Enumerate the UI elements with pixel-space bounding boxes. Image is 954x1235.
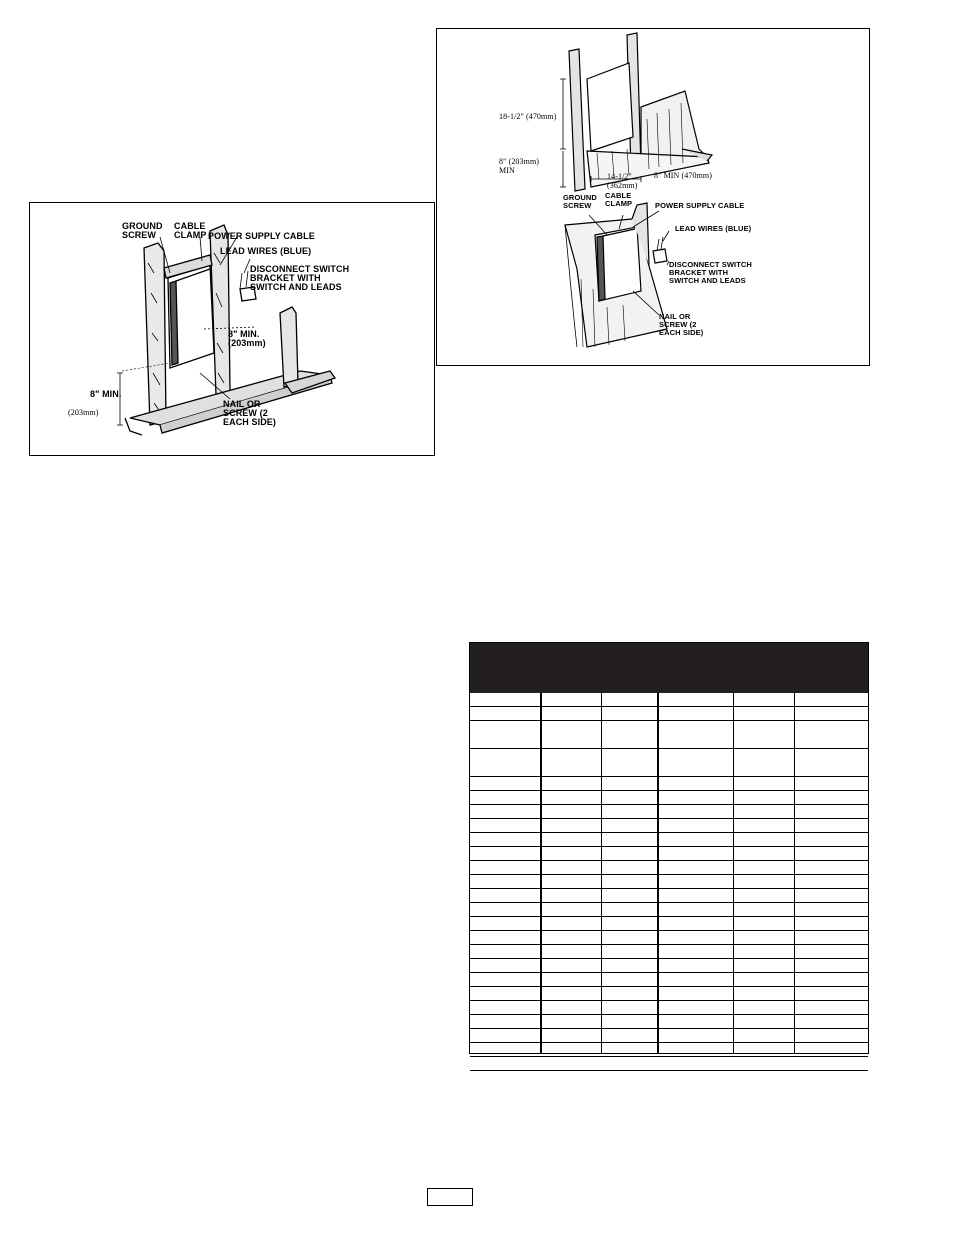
label-lead-wires: LEAD WIRES (BLUE) [220, 246, 312, 256]
table-row [470, 777, 868, 791]
label-nail-or-screw: NAIL OR SCREW (2 EACH SIDE) [223, 399, 277, 427]
label-min-bottom: 8" (203mm) MIN [499, 157, 540, 175]
table-row [470, 819, 868, 833]
label-min-side: 8" MIN. (203mm) [228, 329, 266, 348]
table-row [470, 1071, 868, 1085]
table-row [470, 987, 868, 1001]
table-row [470, 973, 868, 987]
table-row [470, 1029, 868, 1043]
label-width-dim: 14-1/2" (362mm) [607, 172, 638, 190]
table-row [470, 791, 868, 805]
data-table [469, 642, 869, 1054]
label-nail-or-screw: NAIL OR SCREW (2 EACH SIDE) [659, 312, 704, 337]
table-row [470, 847, 868, 861]
table-column-divider [657, 693, 659, 1053]
label-power-supply-cable: POWER SUPPLY CABLE [655, 201, 745, 210]
table-row [470, 945, 868, 959]
table-row [470, 833, 868, 847]
table-row [470, 889, 868, 903]
table-column-divider [733, 693, 734, 1053]
table-row [470, 1015, 868, 1029]
table-row [470, 875, 868, 889]
figure-left [29, 202, 435, 456]
label-cable-clamp: CABLE CLAMP [174, 221, 207, 240]
figure-right-drawing [437, 29, 871, 367]
label-min-bottom-mm: (203mm) [68, 408, 99, 417]
label-ground-screw: GROUND SCREW [563, 193, 597, 210]
table-row [470, 693, 868, 707]
label-cable-clamp: CABLE CLAMP [605, 191, 633, 208]
table-column-divider [794, 693, 795, 1053]
table-row [470, 1001, 868, 1015]
table-row [470, 917, 868, 931]
table-row [470, 903, 868, 917]
label-disconnect-switch: DISCONNECT SWITCH BRACKET WITH SWITCH AND LEADS [250, 264, 350, 292]
table-column-divider [601, 693, 602, 1053]
table-row [470, 959, 868, 973]
label-lead-wires: LEAD WIRES (BLUE) [675, 224, 752, 233]
label-min-bottom: 8" MIN. [90, 389, 122, 399]
page-number [427, 1188, 473, 1206]
table-row [470, 721, 868, 749]
label-min-side: 8" MIN (470mm) [654, 171, 712, 180]
table-column-divider [540, 693, 542, 1053]
table-row [470, 707, 868, 721]
label-height-dim: 18-1/2" (470mm) [499, 112, 557, 121]
table-header [470, 643, 868, 693]
label-ground-screw: GROUND SCREW [122, 221, 163, 240]
table-row [470, 931, 868, 945]
table-row [470, 1043, 868, 1057]
table-row [470, 805, 868, 819]
label-power-supply-cable: POWER SUPPLY CABLE [208, 231, 315, 241]
table-row [470, 749, 868, 777]
table-row [470, 1057, 868, 1071]
table-row [470, 861, 868, 875]
label-disconnect-switch: DISCONNECT SWITCH BRACKET WITH SWITCH AND LEADS [669, 260, 752, 285]
figure-right [436, 28, 870, 366]
